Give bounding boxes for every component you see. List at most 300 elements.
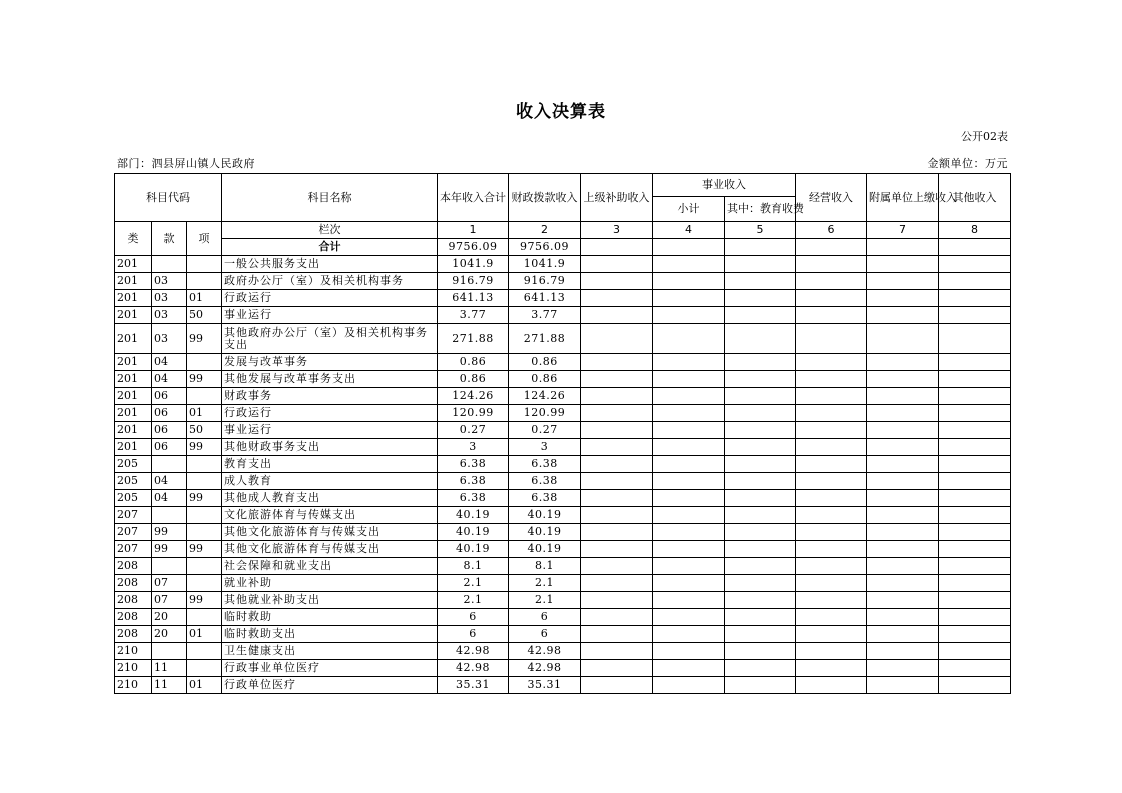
empty-cell bbox=[939, 273, 1011, 290]
empty-cell bbox=[939, 388, 1011, 405]
empty-cell bbox=[653, 273, 725, 290]
empty-cell bbox=[867, 524, 939, 541]
header-class: 类 bbox=[115, 222, 152, 256]
empty-cell bbox=[725, 575, 796, 592]
item-code bbox=[187, 354, 222, 371]
empty-cell bbox=[653, 422, 725, 439]
empty-cell bbox=[581, 422, 653, 439]
header-fiscal-allocation: 财政拨款收入 bbox=[509, 174, 581, 222]
section-code bbox=[152, 456, 187, 473]
empty-cell bbox=[581, 575, 653, 592]
empty-cell bbox=[725, 643, 796, 660]
annual-total-value: 120.99 bbox=[438, 405, 509, 422]
item-code bbox=[187, 256, 222, 273]
empty-cell bbox=[581, 541, 653, 558]
empty-cell bbox=[653, 354, 725, 371]
empty-cell bbox=[796, 626, 867, 643]
subject-name: 其他文化旅游体育与传媒支出 bbox=[222, 541, 438, 558]
empty-cell bbox=[581, 256, 653, 273]
empty-cell bbox=[653, 575, 725, 592]
subject-name: 事业运行 bbox=[222, 422, 438, 439]
header-section: 款 bbox=[152, 222, 187, 256]
empty-cell bbox=[939, 473, 1011, 490]
total-fiscal: 9756.09 bbox=[509, 239, 581, 256]
empty-cell bbox=[725, 422, 796, 439]
annual-total-value: 6.38 bbox=[438, 490, 509, 507]
empty-cell bbox=[867, 592, 939, 609]
item-code: 99 bbox=[187, 324, 222, 354]
empty-cell bbox=[939, 541, 1011, 558]
section-code: 04 bbox=[152, 490, 187, 507]
empty-cell bbox=[867, 609, 939, 626]
subject-name: 卫生健康支出 bbox=[222, 643, 438, 660]
item-code: 99 bbox=[187, 541, 222, 558]
section-code bbox=[152, 507, 187, 524]
empty-cell bbox=[796, 371, 867, 388]
annual-total-value: 40.19 bbox=[438, 541, 509, 558]
item-code bbox=[187, 575, 222, 592]
column-number: 7 bbox=[867, 222, 939, 239]
empty-cell bbox=[939, 371, 1011, 388]
empty-cell bbox=[725, 388, 796, 405]
class-code: 208 bbox=[115, 575, 152, 592]
empty-cell bbox=[796, 507, 867, 524]
column-number: 5 bbox=[725, 222, 796, 239]
empty-cell bbox=[867, 324, 939, 354]
empty-cell bbox=[796, 660, 867, 677]
item-code: 01 bbox=[187, 677, 222, 694]
empty-cell bbox=[653, 558, 725, 575]
empty-cell bbox=[653, 524, 725, 541]
section-code: 11 bbox=[152, 660, 187, 677]
subject-name: 社会保障和就业支出 bbox=[222, 558, 438, 575]
fiscal-allocation-value: 0.86 bbox=[509, 354, 581, 371]
subject-name: 一般公共服务支出 bbox=[222, 256, 438, 273]
empty-cell bbox=[581, 456, 653, 473]
header-subject-name: 科目名称 bbox=[222, 174, 438, 222]
item-code: 50 bbox=[187, 422, 222, 439]
section-code: 07 bbox=[152, 592, 187, 609]
subject-name: 政府办公厅（室）及相关机构事务 bbox=[222, 273, 438, 290]
section-code: 03 bbox=[152, 290, 187, 307]
table-row bbox=[115, 575, 1011, 592]
annual-total-value: 2.1 bbox=[438, 575, 509, 592]
fiscal-allocation-value: 271.88 bbox=[509, 324, 581, 354]
item-code bbox=[187, 660, 222, 677]
empty-cell bbox=[581, 592, 653, 609]
table-row bbox=[115, 609, 1011, 626]
empty-cell bbox=[725, 677, 796, 694]
empty-cell bbox=[867, 307, 939, 324]
fiscal-allocation-value: 35.31 bbox=[509, 677, 581, 694]
subject-name: 事业运行 bbox=[222, 307, 438, 324]
subject-name: 其他文化旅游体育与传媒支出 bbox=[222, 524, 438, 541]
empty-cell bbox=[867, 626, 939, 643]
empty-cell bbox=[653, 660, 725, 677]
empty-cell bbox=[653, 239, 725, 256]
table-row bbox=[115, 324, 1011, 354]
section-code: 20 bbox=[152, 626, 187, 643]
empty-cell bbox=[939, 256, 1011, 273]
empty-cell bbox=[939, 660, 1011, 677]
item-code bbox=[187, 456, 222, 473]
empty-cell bbox=[653, 324, 725, 354]
section-code bbox=[152, 643, 187, 660]
empty-cell bbox=[939, 456, 1011, 473]
empty-cell bbox=[939, 558, 1011, 575]
empty-cell bbox=[939, 643, 1011, 660]
subject-name: 就业补助 bbox=[222, 575, 438, 592]
class-code: 201 bbox=[115, 256, 152, 273]
item-code bbox=[187, 473, 222, 490]
fiscal-allocation-value: 124.26 bbox=[509, 388, 581, 405]
annual-total-value: 0.86 bbox=[438, 371, 509, 388]
empty-cell bbox=[653, 626, 725, 643]
empty-cell bbox=[939, 626, 1011, 643]
table-row bbox=[115, 354, 1011, 371]
empty-cell bbox=[725, 405, 796, 422]
empty-cell bbox=[939, 307, 1011, 324]
empty-cell bbox=[653, 307, 725, 324]
column-number: 2 bbox=[509, 222, 581, 239]
item-code bbox=[187, 558, 222, 575]
empty-cell bbox=[867, 660, 939, 677]
fiscal-allocation-value: 1041.9 bbox=[509, 256, 581, 273]
class-code: 207 bbox=[115, 524, 152, 541]
empty-cell bbox=[725, 473, 796, 490]
fiscal-allocation-value: 6.38 bbox=[509, 490, 581, 507]
empty-cell bbox=[867, 256, 939, 273]
section-code: 07 bbox=[152, 575, 187, 592]
fiscal-allocation-value: 2.1 bbox=[509, 575, 581, 592]
empty-cell bbox=[653, 388, 725, 405]
empty-cell bbox=[867, 439, 939, 456]
subject-name: 成人教育 bbox=[222, 473, 438, 490]
fiscal-allocation-value: 3 bbox=[509, 439, 581, 456]
section-code: 99 bbox=[152, 541, 187, 558]
subject-name: 发展与改革事务 bbox=[222, 354, 438, 371]
empty-cell bbox=[796, 422, 867, 439]
empty-cell bbox=[581, 490, 653, 507]
empty-cell bbox=[653, 643, 725, 660]
empty-cell bbox=[725, 507, 796, 524]
class-code: 210 bbox=[115, 677, 152, 694]
class-code: 210 bbox=[115, 643, 152, 660]
empty-cell bbox=[867, 422, 939, 439]
empty-cell bbox=[867, 273, 939, 290]
subject-name: 行政单位医疗 bbox=[222, 677, 438, 694]
header-column-index-label: 栏次 bbox=[222, 222, 438, 239]
class-code: 208 bbox=[115, 609, 152, 626]
empty-cell bbox=[653, 541, 725, 558]
section-code: 04 bbox=[152, 354, 187, 371]
fiscal-allocation-value: 40.19 bbox=[509, 541, 581, 558]
class-code: 201 bbox=[115, 439, 152, 456]
annual-total-value: 3.77 bbox=[438, 307, 509, 324]
empty-cell bbox=[725, 490, 796, 507]
annual-total-value: 6 bbox=[438, 626, 509, 643]
empty-cell bbox=[581, 626, 653, 643]
section-code: 04 bbox=[152, 371, 187, 388]
fiscal-allocation-value: 916.79 bbox=[509, 273, 581, 290]
empty-cell bbox=[939, 609, 1011, 626]
empty-cell bbox=[939, 239, 1011, 256]
table-row bbox=[115, 541, 1011, 558]
empty-cell bbox=[796, 354, 867, 371]
column-number: 8 bbox=[939, 222, 1011, 239]
fiscal-allocation-value: 40.19 bbox=[509, 524, 581, 541]
empty-cell bbox=[725, 290, 796, 307]
annual-total-value: 916.79 bbox=[438, 273, 509, 290]
empty-cell bbox=[796, 575, 867, 592]
annual-total-value: 6 bbox=[438, 609, 509, 626]
empty-cell bbox=[796, 273, 867, 290]
empty-cell bbox=[725, 371, 796, 388]
empty-cell bbox=[796, 524, 867, 541]
empty-cell bbox=[939, 439, 1011, 456]
table-row bbox=[115, 558, 1011, 575]
empty-cell bbox=[725, 273, 796, 290]
empty-cell bbox=[653, 405, 725, 422]
section-code bbox=[152, 558, 187, 575]
empty-cell bbox=[796, 456, 867, 473]
empty-cell bbox=[867, 507, 939, 524]
empty-cell bbox=[725, 558, 796, 575]
fiscal-allocation-value: 40.19 bbox=[509, 507, 581, 524]
empty-cell bbox=[653, 290, 725, 307]
annual-total-value: 40.19 bbox=[438, 524, 509, 541]
fiscal-allocation-value: 8.1 bbox=[509, 558, 581, 575]
section-code: 03 bbox=[152, 307, 187, 324]
section-code: 06 bbox=[152, 405, 187, 422]
fiscal-allocation-value: 6 bbox=[509, 626, 581, 643]
empty-cell bbox=[939, 422, 1011, 439]
page-title: 收入决算表 bbox=[516, 102, 606, 122]
header-subject-code: 科目代码 bbox=[115, 174, 222, 222]
empty-cell bbox=[939, 592, 1011, 609]
empty-cell bbox=[796, 388, 867, 405]
total-annual: 9756.09 bbox=[438, 239, 509, 256]
fiscal-allocation-value: 6 bbox=[509, 609, 581, 626]
empty-cell bbox=[653, 609, 725, 626]
item-code bbox=[187, 507, 222, 524]
class-code: 201 bbox=[115, 405, 152, 422]
annual-total-value: 1041.9 bbox=[438, 256, 509, 273]
table-row bbox=[115, 677, 1011, 694]
annual-total-value: 40.19 bbox=[438, 507, 509, 524]
item-code: 99 bbox=[187, 490, 222, 507]
annual-total-value: 6.38 bbox=[438, 473, 509, 490]
empty-cell bbox=[867, 677, 939, 694]
empty-cell bbox=[796, 473, 867, 490]
empty-cell bbox=[867, 643, 939, 660]
subject-name: 行政事业单位医疗 bbox=[222, 660, 438, 677]
total-label: 合计 bbox=[222, 239, 438, 256]
class-code: 201 bbox=[115, 324, 152, 354]
header-business-income: 事业收入 bbox=[653, 174, 796, 197]
class-code: 207 bbox=[115, 507, 152, 524]
annual-total-value: 35.31 bbox=[438, 677, 509, 694]
item-code bbox=[187, 524, 222, 541]
item-code bbox=[187, 609, 222, 626]
subject-name: 其他就业补助支出 bbox=[222, 592, 438, 609]
empty-cell bbox=[867, 388, 939, 405]
class-code: 201 bbox=[115, 290, 152, 307]
header-annual-total: 本年收入合计 bbox=[438, 174, 509, 222]
empty-cell bbox=[796, 307, 867, 324]
empty-cell bbox=[796, 490, 867, 507]
empty-cell bbox=[796, 592, 867, 609]
class-code: 201 bbox=[115, 354, 152, 371]
annual-total-value: 6.38 bbox=[438, 456, 509, 473]
table-row bbox=[115, 456, 1011, 473]
item-code bbox=[187, 273, 222, 290]
annual-total-value: 0.86 bbox=[438, 354, 509, 371]
empty-cell bbox=[653, 677, 725, 694]
table-row bbox=[115, 273, 1011, 290]
empty-cell bbox=[581, 388, 653, 405]
table-row bbox=[115, 643, 1011, 660]
empty-cell bbox=[796, 558, 867, 575]
subject-name: 临时救助 bbox=[222, 609, 438, 626]
empty-cell bbox=[725, 626, 796, 643]
class-code: 201 bbox=[115, 273, 152, 290]
empty-cell bbox=[581, 371, 653, 388]
item-code: 50 bbox=[187, 307, 222, 324]
department-label: 部门：泗县屏山镇人民政府 bbox=[117, 157, 255, 170]
empty-cell bbox=[867, 558, 939, 575]
annual-total-value: 2.1 bbox=[438, 592, 509, 609]
header-item: 项 bbox=[187, 222, 222, 256]
empty-cell bbox=[796, 609, 867, 626]
empty-cell bbox=[939, 677, 1011, 694]
empty-cell bbox=[796, 405, 867, 422]
item-code: 99 bbox=[187, 371, 222, 388]
form-code: 公开02表 bbox=[961, 130, 1008, 143]
empty-cell bbox=[653, 473, 725, 490]
section-code: 03 bbox=[152, 324, 187, 354]
empty-cell bbox=[796, 677, 867, 694]
table-row bbox=[115, 524, 1011, 541]
empty-cell bbox=[939, 524, 1011, 541]
item-code bbox=[187, 388, 222, 405]
table-row bbox=[115, 490, 1011, 507]
empty-cell bbox=[867, 371, 939, 388]
subject-name: 其他成人教育支出 bbox=[222, 490, 438, 507]
header-other-income: 其他收入 bbox=[939, 174, 1011, 222]
class-code: 201 bbox=[115, 307, 152, 324]
empty-cell bbox=[653, 456, 725, 473]
empty-cell bbox=[796, 643, 867, 660]
header-superior-subsidy: 上级补助收入 bbox=[581, 174, 653, 222]
empty-cell bbox=[939, 354, 1011, 371]
fiscal-allocation-value: 641.13 bbox=[509, 290, 581, 307]
item-code: 99 bbox=[187, 439, 222, 456]
empty-cell bbox=[867, 541, 939, 558]
empty-cell bbox=[725, 524, 796, 541]
table-row bbox=[115, 256, 1011, 273]
annual-total-value: 124.26 bbox=[438, 388, 509, 405]
subject-name: 教育支出 bbox=[222, 456, 438, 473]
section-code: 04 bbox=[152, 473, 187, 490]
fiscal-allocation-value: 2.1 bbox=[509, 592, 581, 609]
class-code: 208 bbox=[115, 626, 152, 643]
empty-cell bbox=[867, 239, 939, 256]
section-code: 06 bbox=[152, 388, 187, 405]
empty-cell bbox=[939, 575, 1011, 592]
table-row bbox=[115, 626, 1011, 643]
subject-name: 其他政府办公厅（室）及相关机构事务支出 bbox=[222, 324, 438, 354]
table-row bbox=[115, 473, 1011, 490]
class-code: 210 bbox=[115, 660, 152, 677]
empty-cell bbox=[581, 273, 653, 290]
fiscal-allocation-value: 0.86 bbox=[509, 371, 581, 388]
table-row bbox=[115, 507, 1011, 524]
subject-name: 临时救助支出 bbox=[222, 626, 438, 643]
annual-total-value: 271.88 bbox=[438, 324, 509, 354]
empty-cell bbox=[581, 660, 653, 677]
empty-cell bbox=[581, 643, 653, 660]
empty-cell bbox=[725, 592, 796, 609]
empty-cell bbox=[725, 439, 796, 456]
table-row bbox=[115, 660, 1011, 677]
class-code: 201 bbox=[115, 422, 152, 439]
empty-cell bbox=[867, 575, 939, 592]
empty-cell bbox=[581, 290, 653, 307]
table-row bbox=[115, 405, 1011, 422]
empty-cell bbox=[939, 490, 1011, 507]
empty-cell bbox=[867, 354, 939, 371]
empty-cell bbox=[581, 473, 653, 490]
empty-cell bbox=[867, 456, 939, 473]
empty-cell bbox=[581, 239, 653, 256]
empty-cell bbox=[653, 490, 725, 507]
class-code: 207 bbox=[115, 541, 152, 558]
section-code: 20 bbox=[152, 609, 187, 626]
fiscal-allocation-value: 120.99 bbox=[509, 405, 581, 422]
empty-cell bbox=[581, 439, 653, 456]
table-row bbox=[115, 307, 1011, 324]
subject-name: 行政运行 bbox=[222, 290, 438, 307]
fiscal-allocation-value: 3.77 bbox=[509, 307, 581, 324]
empty-cell bbox=[725, 541, 796, 558]
item-code: 01 bbox=[187, 405, 222, 422]
empty-cell bbox=[725, 660, 796, 677]
section-code: 11 bbox=[152, 677, 187, 694]
annual-total-value: 641.13 bbox=[438, 290, 509, 307]
section-code: 06 bbox=[152, 439, 187, 456]
class-code: 208 bbox=[115, 558, 152, 575]
empty-cell bbox=[725, 256, 796, 273]
column-number: 1 bbox=[438, 222, 509, 239]
empty-cell bbox=[581, 677, 653, 694]
empty-cell bbox=[653, 371, 725, 388]
item-code bbox=[187, 643, 222, 660]
class-code: 208 bbox=[115, 592, 152, 609]
income-final-accounts-table bbox=[114, 173, 1011, 694]
fiscal-allocation-value: 0.27 bbox=[509, 422, 581, 439]
table-row bbox=[115, 439, 1011, 456]
header-subtotal: 小计 bbox=[653, 197, 725, 222]
section-code: 99 bbox=[152, 524, 187, 541]
subject-name: 行政运行 bbox=[222, 405, 438, 422]
empty-cell bbox=[867, 473, 939, 490]
item-code: 01 bbox=[187, 290, 222, 307]
empty-cell bbox=[796, 290, 867, 307]
annual-total-value: 42.98 bbox=[438, 643, 509, 660]
annual-total-value: 42.98 bbox=[438, 660, 509, 677]
table-row bbox=[115, 422, 1011, 439]
